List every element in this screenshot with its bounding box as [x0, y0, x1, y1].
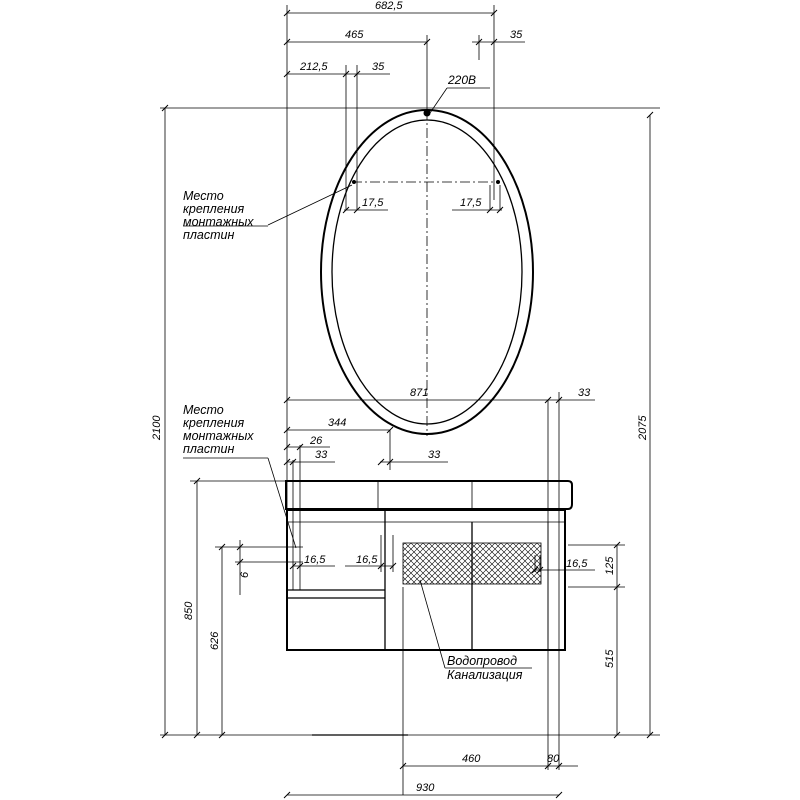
- dim-33-mid: 33: [428, 449, 441, 461]
- dimension-lines: [160, 5, 660, 798]
- dim-626: 626: [209, 631, 221, 650]
- note-pipes: Водопровод Канализация: [447, 654, 523, 682]
- dim-16-a: 16,5: [304, 554, 326, 566]
- vanity-cabinet: [286, 481, 572, 735]
- note-mount-top: Место крепления монтажных пластин: [183, 189, 254, 242]
- dimension-labels: [151, 0, 649, 794]
- dim-682: 682,5: [375, 0, 403, 12]
- dim-2075: 2075: [637, 415, 649, 440]
- dim-35-top: 35: [510, 29, 523, 41]
- dim-33-left: 33: [315, 449, 328, 461]
- dim-344: 344: [328, 417, 347, 429]
- dim-465: 465: [345, 29, 364, 41]
- dim-33-right: 33: [578, 387, 591, 399]
- pipe-zone: [403, 543, 541, 584]
- dim-17-left: 17,5: [362, 197, 384, 209]
- dim-850: 850: [183, 601, 195, 620]
- note-mount-bottom: Место крепления монтажных пластин: [183, 403, 254, 456]
- dim-871: 871: [410, 387, 429, 399]
- dim-35-left: 35: [372, 61, 385, 73]
- dim-930: 930: [416, 782, 435, 794]
- dim-6: 6: [239, 571, 251, 578]
- dim-2100: 2100: [151, 415, 163, 440]
- dim-17-right: 17,5: [460, 197, 482, 209]
- dim-220v: 220В: [448, 73, 477, 87]
- dim-80: 80: [547, 753, 560, 765]
- dim-212: 212,5: [300, 61, 328, 73]
- dim-125: 125: [604, 556, 616, 575]
- dim-16-b: 16,5: [356, 554, 378, 566]
- dim-515: 515: [604, 649, 616, 668]
- dim-26: 26: [310, 435, 323, 447]
- dim-16-c: 16,5: [566, 558, 588, 570]
- dim-460: 460: [462, 753, 481, 765]
